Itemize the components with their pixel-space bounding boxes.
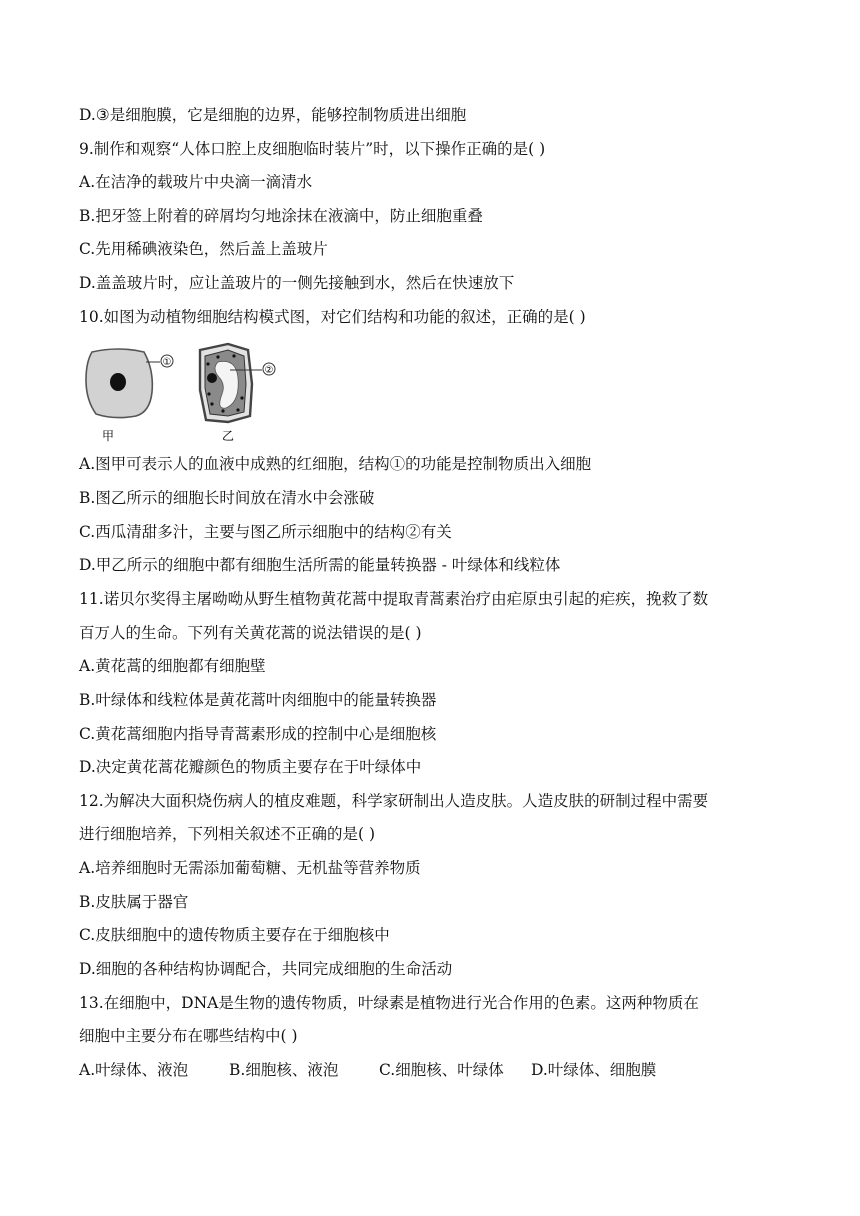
- q13-option-c: C.细胞核、叶绿体: [379, 1061, 504, 1079]
- animal-cell-nucleus: [110, 373, 126, 391]
- chloroplast-dot: [221, 409, 224, 412]
- q12-stem-line-1: 12.为解决大面积烧伤病人的植皮难题，科学家研制出人造皮肤。人造皮肤的研制过程中需要: [79, 792, 709, 810]
- q11-stem-line-2: 百万人的生命。下列有关黄花蒿的说法错误的是( ): [79, 624, 422, 642]
- cell-diagram-svg: [78, 340, 308, 444]
- q9-option-a: A.在洁净的载玻片中央滴一滴清水: [79, 173, 313, 191]
- q11-option-c: C.黄花蒿细胞内指导青蒿素形成的控制中心是细胞核: [79, 725, 437, 743]
- q13-stem-line-1: 13.在细胞中，DNA是生物的遗传物质，叶绿素是植物进行光合作用的色素。这两种物质在: [79, 994, 699, 1012]
- chloroplast-dot: [236, 408, 239, 411]
- q11-option-a: A.黄花蒿的细胞都有细胞壁: [79, 657, 266, 675]
- chloroplast-dot: [210, 402, 213, 405]
- q10-option-b: B.图乙所示的细胞长时间放在清水中会涨破: [79, 489, 375, 507]
- caption-jia: 甲: [101, 429, 115, 443]
- q12-option-a: A.培养细胞时无需添加葡萄糖、无机盐等营养物质: [79, 859, 421, 877]
- label-1-text: ①: [162, 357, 172, 368]
- q8-option-d: D.③是细胞膜，它是细胞的边界，能够控制物质进出细胞: [79, 106, 467, 124]
- chloroplast-dot: [240, 396, 243, 399]
- q12-option-d: D.细胞的各种结构协调配合，共同完成细胞的生命活动: [79, 960, 453, 978]
- q11-stem-line-1: 11.诺贝尔奖得主屠呦呦从野生植物黄花蒿中提取青蒿素治疗由疟原虫引起的疟疾，挽救了数: [79, 590, 709, 608]
- q11-option-b: B.叶绿体和线粒体是黄花蒿叶肉细胞中的能量转换器: [79, 691, 437, 709]
- chloroplast-dot: [216, 355, 219, 358]
- q10-option-d: D.甲乙所示的细胞中都有细胞生活所需的能量转换器 - 叶绿体和线粒体: [79, 556, 561, 574]
- q12-option-b: B.皮肤属于器官: [79, 893, 189, 911]
- q11-option-d: D.决定黄花蒿花瓣颜色的物质主要存在于叶绿体中: [79, 758, 422, 776]
- q13-option-d: D.叶绿体、细胞膜: [531, 1061, 657, 1079]
- label-2-text: ②: [264, 365, 274, 376]
- q12-stem-line-2: 进行细胞培养，下列相关叙述不正确的是( ): [79, 825, 376, 843]
- chloroplast-dot: [207, 392, 210, 395]
- q10-stem: 10.如图为动植物细胞结构模式图，对它们结构和功能的叙述，正确的是( ): [79, 308, 586, 326]
- q13-options: [79, 1059, 656, 1081]
- q12-option-c: C.皮肤细胞中的遗传物质主要存在于细胞核中: [79, 926, 390, 944]
- plant-cell-nucleus: [207, 373, 217, 383]
- q9-option-d: D.盖盖玻片时，应让盖玻片的一侧先接触到水，然后在快速放下: [79, 274, 515, 292]
- chloroplast-dot: [232, 354, 235, 357]
- cell-diagram: [78, 340, 308, 444]
- q13-stem-line-2: 细胞中主要分布在哪些结构中( ): [79, 1027, 298, 1045]
- caption-yi: 乙: [221, 429, 235, 443]
- q10-option-a: A.图甲可表示人的血液中成熟的红细胞，结构①的功能是控制物质出入细胞: [79, 455, 592, 473]
- chloroplast-dot: [206, 362, 209, 365]
- q13-option-a: A.叶绿体、液泡: [79, 1061, 189, 1079]
- q13-option-b: B.细胞核、液泡: [229, 1061, 339, 1079]
- q9-option-b: B.把牙签上附着的碎屑均匀地涂抹在液滴中，防止细胞重叠: [79, 207, 483, 225]
- q10-option-c: C.西瓜清甜多汁，主要与图乙所示细胞中的结构②有关: [79, 523, 452, 541]
- q9-option-c: C.先用稀碘液染色，然后盖上盖玻片: [79, 240, 328, 258]
- q9-stem: 9.制作和观察“人体口腔上皮细胞临时装片”时，以下操作正确的是( ): [79, 140, 546, 158]
